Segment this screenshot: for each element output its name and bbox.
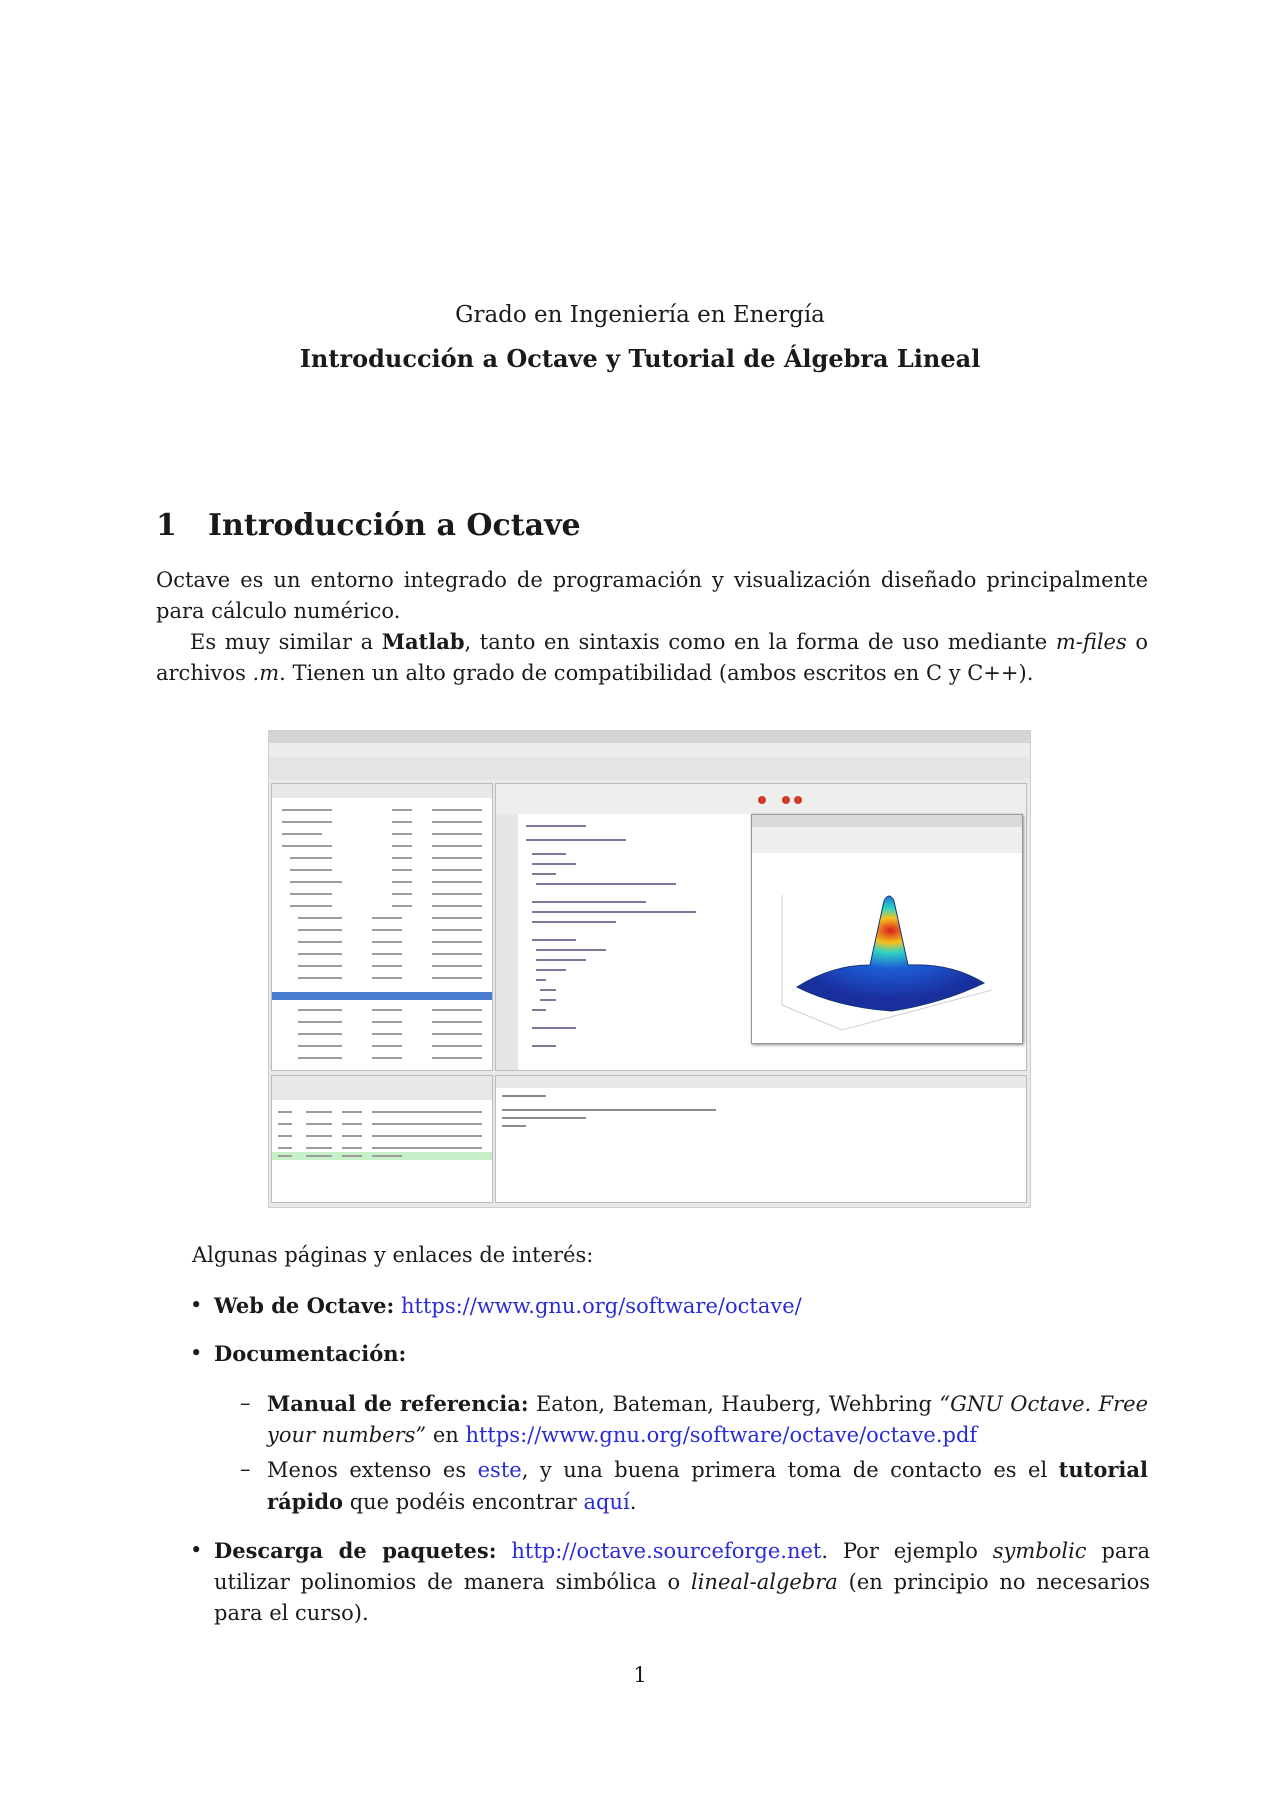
document-title: Introducción a Octave y Tutorial de Álgebra Lineal (299, 344, 981, 373)
menu-bar (269, 743, 1030, 757)
italic-lineal-algebra: lineal-algebra (691, 1570, 838, 1594)
text: Eaton, Bateman, Hauberg, Wehbring (528, 1392, 940, 1416)
aqui-link[interactable]: aquí (583, 1490, 630, 1514)
text: Es muy similar a (190, 630, 382, 654)
bullet: • (190, 1341, 203, 1365)
packages-label: Descarga de paquetes: (214, 1538, 497, 1563)
workspace-pane (271, 1075, 493, 1203)
section-heading (156, 508, 581, 543)
text: , y una buena primera toma de contacto es el (521, 1458, 1059, 1482)
file-browser-pane (271, 783, 493, 1071)
web-label: Web de Octave: (214, 1293, 395, 1318)
links-intro: Algunas páginas y enlaces de interés: (192, 1243, 594, 1267)
sourceforge-link[interactable]: http://octave.sourceforge.net (511, 1539, 822, 1563)
italic-symbolic: symbolic (992, 1539, 1087, 1563)
text: en (426, 1423, 466, 1447)
bold-matlab: Matlab (381, 629, 465, 654)
text: . Por ejemplo (821, 1539, 993, 1563)
bullet: • (190, 1293, 203, 1317)
text: (en principio no necesarios para el curso). (214, 1570, 1150, 1625)
text: , tanto en sintaxis como en la forma de uso mediante (464, 630, 1056, 654)
sublist-item-tutorial (240, 1454, 1148, 1518)
editor-pane (495, 783, 1027, 1071)
web-link[interactable]: https://www.gnu.org/software/octave/ (400, 1294, 802, 1318)
list-item-documentation (190, 1338, 1150, 1370)
italic-m: .m (252, 661, 280, 685)
bullet: • (190, 1538, 203, 1562)
dash: – (240, 1457, 251, 1481)
este-link[interactable]: este (477, 1458, 522, 1482)
file-list-lines (272, 784, 492, 1070)
toolbar (269, 757, 1030, 779)
paragraph-matlab (156, 626, 1148, 689)
italic-mfiles: m-files (1055, 630, 1127, 654)
text: que podéis encontrar (343, 1490, 584, 1514)
text: . Tienen un alto grado de compatibilidad (ambos escritos en C y C++). (279, 661, 1034, 685)
octave-gui-screenshot (268, 730, 1031, 1208)
list-item-web (190, 1290, 1150, 1322)
workspace-lines (272, 1076, 492, 1202)
manual-link[interactable]: https://www.gnu.org/software/octave/octave.pdf (465, 1423, 978, 1447)
text: o archivos (156, 630, 1149, 685)
page-number: 1 (633, 1663, 647, 1687)
dash: – (240, 1391, 251, 1415)
list-item-packages (190, 1535, 1150, 1629)
surface-plot (752, 815, 1022, 1043)
manual-title: “GNU Octave. Free your numbers” (267, 1392, 1148, 1447)
command-window-lines (496, 1076, 1026, 1202)
command-window-pane (495, 1075, 1027, 1203)
text: para utilizar polinomios de manera simbólica o (214, 1539, 1150, 1594)
manual-label: Manual de referencia: (267, 1391, 529, 1416)
section-number: 1 (156, 508, 177, 543)
tutorial-bold: tutorial rápido (267, 1457, 1148, 1514)
section-title: Introducción a Octave (208, 508, 581, 543)
documentation-label: Documentación: (214, 1341, 407, 1366)
header-subtitle: Grado en Ingeniería en Energía (455, 302, 825, 328)
text: Menos extenso es (267, 1458, 478, 1482)
figure-window (751, 814, 1023, 1044)
sublist-item-manual (240, 1388, 1148, 1451)
paragraph-intro: Octave es un entorno integrado de programación y visualización diseñado principalmente para cálculo numérico. (156, 568, 1148, 623)
text: . (629, 1490, 637, 1514)
window-titlebar (269, 731, 1030, 743)
